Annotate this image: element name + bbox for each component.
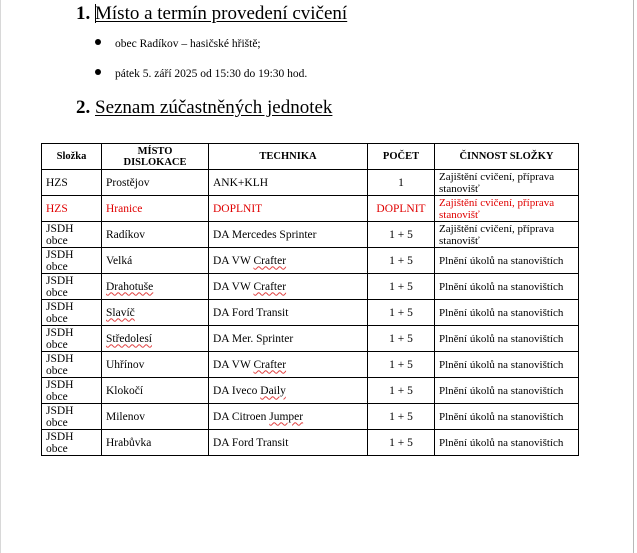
- cell-misto: Hranice: [102, 196, 209, 222]
- spellcheck-word[interactable]: Jumper: [269, 410, 304, 423]
- cell-misto: Uhřínov: [102, 352, 209, 378]
- cell-cinnost: Zajištění cvičení, příprava stanovišť: [435, 196, 579, 222]
- section-1-title: Místo a termín provedení cvičení: [95, 3, 348, 24]
- cell-slozka: JSDH obce: [42, 222, 102, 248]
- spellcheck-word[interactable]: Středolesí: [106, 332, 152, 345]
- spellcheck-word[interactable]: Crafter: [253, 280, 287, 293]
- spellcheck-word[interactable]: Daily: [260, 384, 286, 397]
- technika-text: DA Citroen: [213, 410, 270, 423]
- table-row: [42, 378, 579, 404]
- bullet-text: obec Radíkov – hasičské hřiště;: [115, 38, 261, 50]
- cell-pocet: 1 + 5: [368, 430, 435, 456]
- table-row: [42, 248, 579, 274]
- table-row: [42, 222, 579, 248]
- cell-slozka: JSDH obce: [42, 300, 102, 326]
- cell-pocet: DOPLNIT: [368, 196, 435, 222]
- spellcheck-word[interactable]: Crafter: [253, 358, 287, 371]
- cell-cinnost: Zajištění cvičení, příprava stanovišť: [435, 222, 579, 248]
- section-2-title: Seznam zúčastněných jednotek: [95, 97, 333, 118]
- header-misto-line2: DISLOKACE: [123, 156, 187, 168]
- cell-technika: DA Mer. Sprinter: [209, 326, 368, 352]
- cell-technika: DA Mercedes Sprinter: [209, 222, 368, 248]
- cell-misto: Radíkov: [102, 222, 209, 248]
- spellcheck-word[interactable]: Crafter: [253, 254, 287, 267]
- cell-cinnost: Plnění úkolů na stanovištích: [435, 248, 579, 274]
- cell-slozka: JSDH obce: [42, 326, 102, 352]
- cell-technika: [209, 248, 368, 274]
- section-2-heading: [76, 97, 332, 119]
- cell-pocet: 1 + 5: [368, 352, 435, 378]
- spellcheck-word[interactable]: Slavíč: [106, 306, 135, 319]
- cell-cinnost: Plnění úkolů na stanovištích: [435, 352, 579, 378]
- cell-pocet: 1 + 5: [368, 248, 435, 274]
- cell-technika: ANK+KLH: [209, 170, 368, 196]
- cell-slozka: HZS: [42, 170, 102, 196]
- spellcheck-word[interactable]: Drahotuše: [106, 280, 154, 293]
- cell-slozka: JSDH obce: [42, 430, 102, 456]
- cell-slozka: JSDH obce: [42, 378, 102, 404]
- cell-cinnost: Zajištění cvičení, příprava stanovišť: [435, 170, 579, 196]
- cell-misto: [102, 274, 209, 300]
- cell-technika: [209, 274, 368, 300]
- cell-technika: [209, 352, 368, 378]
- cell-slozka: JSDH obce: [42, 248, 102, 274]
- bullet-icon: [95, 69, 101, 75]
- cell-pocet: 1 + 5: [368, 274, 435, 300]
- cell-cinnost: Plnění úkolů na stanovištích: [435, 378, 579, 404]
- table-body: [42, 170, 579, 456]
- table-row: [42, 300, 579, 326]
- technika-text: DA Iveco: [213, 384, 261, 397]
- cell-technika: [209, 404, 368, 430]
- technika-text: DA VW: [213, 280, 254, 293]
- cell-cinnost: Plnění úkolů na stanovištích: [435, 300, 579, 326]
- table-row: [42, 352, 579, 378]
- cell-slozka: JSDH obce: [42, 404, 102, 430]
- section-1-heading: [76, 3, 347, 25]
- header-technika: TECHNIKA: [209, 144, 368, 170]
- cell-misto: [102, 326, 209, 352]
- bullet-item-date: [95, 67, 307, 81]
- table-row: [42, 170, 579, 196]
- header-cinnost: ČINNOST SLOŽKY: [435, 144, 579, 170]
- table-header-row: [42, 144, 579, 170]
- cell-misto: [102, 300, 209, 326]
- cell-pocet: 1: [368, 170, 435, 196]
- cell-cinnost: Plnění úkolů na stanovištích: [435, 430, 579, 456]
- table-row: [42, 430, 579, 456]
- cell-misto: Hrabůvka: [102, 430, 209, 456]
- section-1-number: 1.: [76, 3, 91, 24]
- header-misto-dislokace: [102, 144, 209, 170]
- header-misto-line1: MÍSTO: [137, 145, 173, 157]
- cell-technika: DOPLNIT: [209, 196, 368, 222]
- bullet-item-location: [95, 37, 261, 51]
- section-2-number: 2.: [76, 97, 91, 118]
- table-row: [42, 326, 579, 352]
- cell-slozka: HZS: [42, 196, 102, 222]
- cell-slozka: JSDH obce: [42, 352, 102, 378]
- cell-technika: DA Ford Transit: [209, 300, 368, 326]
- cell-technika: [209, 378, 368, 404]
- cell-misto: Klokočí: [102, 378, 209, 404]
- cell-pocet: 1 + 5: [368, 378, 435, 404]
- technika-text: DA VW: [213, 254, 254, 267]
- table-row: [42, 404, 579, 430]
- bullet-icon: [95, 39, 101, 45]
- units-table: [41, 143, 579, 456]
- technika-text: DA VW: [213, 358, 254, 371]
- table-row: [42, 274, 579, 300]
- cell-pocet: 1 + 5: [368, 222, 435, 248]
- header-pocet: POČET: [368, 144, 435, 170]
- cell-misto: Velká: [102, 248, 209, 274]
- cell-misto: Prostějov: [102, 170, 209, 196]
- header-slozka: Složka: [42, 144, 102, 170]
- cell-pocet: 1 + 5: [368, 300, 435, 326]
- cell-pocet: 1 + 5: [368, 404, 435, 430]
- cell-cinnost: Plnění úkolů na stanovištích: [435, 404, 579, 430]
- bullet-text: pátek 5. září 2025 od 15:30 do 19:30 hod.: [115, 68, 308, 80]
- cell-technika: DA Ford Transit: [209, 430, 368, 456]
- cell-cinnost: Plnění úkolů na stanovištích: [435, 326, 579, 352]
- cell-slozka: JSDH obce: [42, 274, 102, 300]
- cell-misto: Milenov: [102, 404, 209, 430]
- table-row: [42, 196, 579, 222]
- cell-cinnost: Plnění úkolů na stanovištích: [435, 274, 579, 300]
- cell-pocet: 1 + 5: [368, 326, 435, 352]
